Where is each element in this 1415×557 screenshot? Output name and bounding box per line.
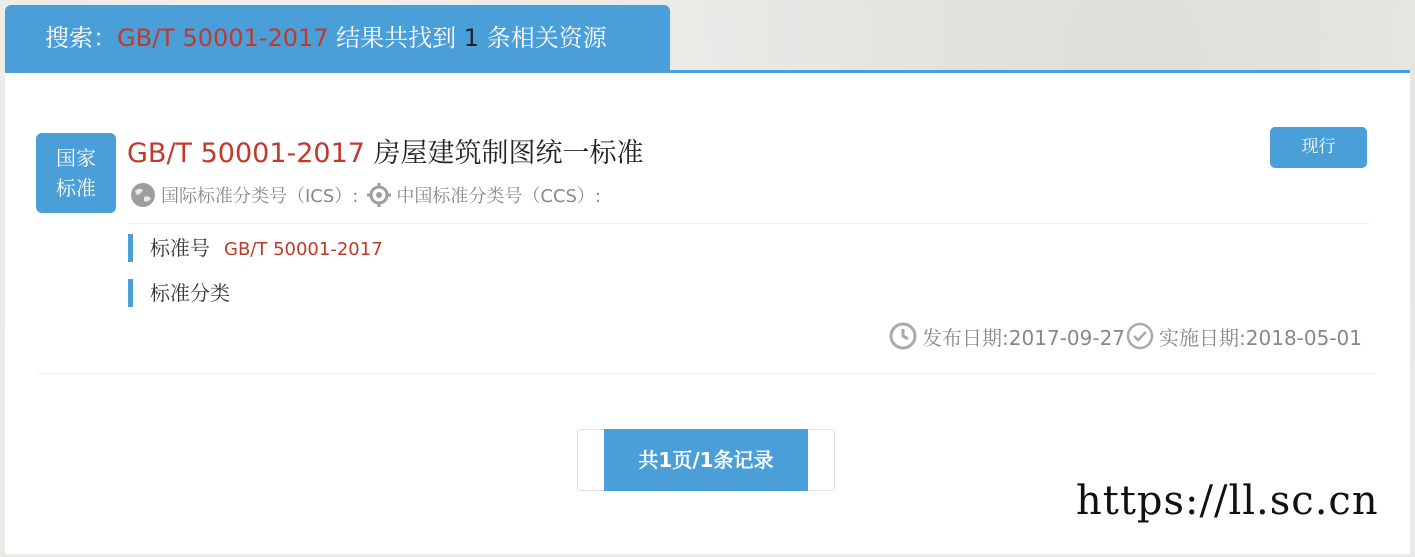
publish-date: 发布日期:2017-09-27: [922, 325, 1126, 350]
search-summary-tab: [5, 5, 670, 72]
badge-line-1: 国家: [56, 146, 96, 170]
implement-date: 实施日期:2018-05-01: [1159, 325, 1362, 350]
standard-category-label: 标准分类: [150, 281, 230, 305]
target-icon: [366, 182, 392, 208]
globe-icon: [129, 181, 157, 209]
status-button[interactable]: 现行: [1270, 127, 1367, 168]
ccs-label: 中国标准分类号（CCS）:: [396, 186, 602, 207]
standard-number-value: GB/T 50001-2017: [224, 239, 383, 260]
result-title-link[interactable]: [127, 131, 644, 170]
search-prefix: 搜索：: [45, 24, 117, 52]
standard-category-field: [128, 279, 230, 307]
search-middle: 结果共找到: [328, 24, 464, 52]
watermark-text: https://ll.sc.cn: [1076, 478, 1379, 524]
result-count: 1: [463, 24, 480, 52]
classification-row: [129, 181, 601, 209]
standard-number-field: [128, 234, 383, 262]
divider: [36, 373, 1376, 374]
check-circle-icon: [1125, 321, 1155, 351]
national-standard-badge: [36, 133, 116, 213]
pagination-summary[interactable]: 共1页/1条记录: [604, 429, 808, 491]
ics-label: 国际标准分类号（ICS）:: [161, 186, 359, 207]
dates-row: [888, 321, 1362, 351]
standard-name: 房屋建筑制图统一标准: [364, 138, 644, 169]
search-suffix: 条相关资源: [479, 24, 607, 52]
search-query: GB/T 50001-2017: [117, 24, 329, 52]
divider: [129, 223, 1369, 224]
pagination: [577, 429, 835, 491]
standard-number-label: 标准号: [150, 236, 210, 260]
clock-icon: [888, 321, 918, 351]
standard-code: GB/T 50001-2017: [127, 138, 365, 169]
badge-line-2: 标准: [56, 176, 96, 200]
